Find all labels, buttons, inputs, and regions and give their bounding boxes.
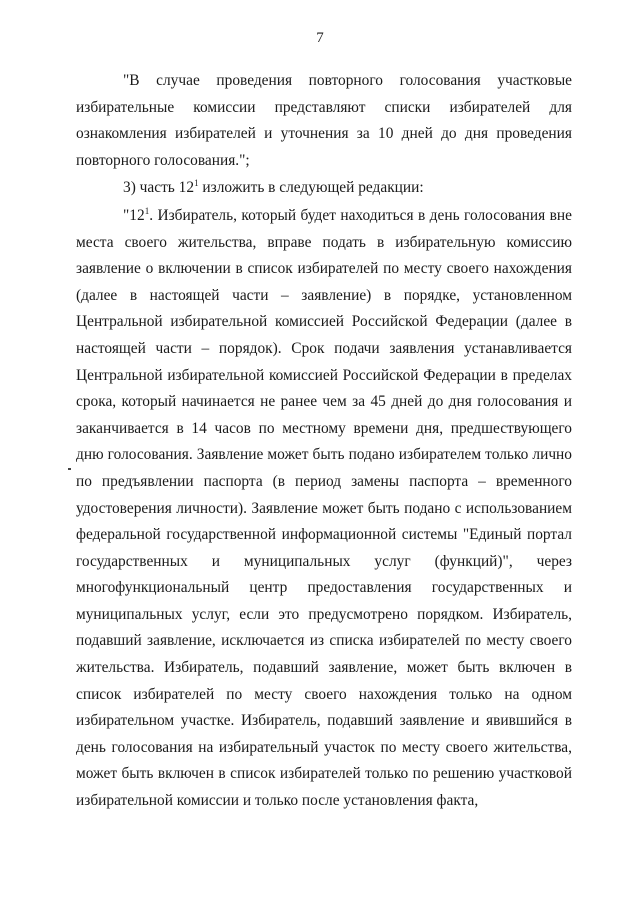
new-wording-superscript: 1 [144, 205, 150, 216]
page-number: 7 [316, 30, 324, 46]
paragraph-amendment-part [76, 175, 572, 202]
amendment-part-suffix: изложить в следующей редакции: [198, 179, 424, 197]
paragraph-quote-repeat-voting: "В случае проведения повторного голосования участковые избирательные комиссии представляют списки избирателей для ознакомления избирателей и уточнения за 10 дней до дня проведения повторного голосования."; [76, 72, 572, 169]
margin-mark [68, 468, 71, 470]
amendment-part-superscript: 1 [194, 178, 199, 189]
new-wording-body: . Избиратель, который будет находиться в день голосования вне места своего жительства, вправе подать в избирательную комиссию заявление о включении в список избирателей по месту своего нахождения (далее в настоящей части – заявление) в порядке, установленном Центральной избирательной комиссией Российской Федерации (далее в настоящей части – порядок). Срок подачи заявления устанавливается Центральной избирательной комиссией Российской Федерации в пределах срока, который начинается не ранее чем за 45 дней до дня голосования и заканчивается в 14 часов по местному времени дня, предшествующего дню голосования. Заявление может быть подано избирателем только лично по предъявлении паспорта (в период замены паспорта – временного удостоверения личности). Заявление может быть подано с использованием федеральной государственной информационной системы "Единый портал государственных и муниципальных услуг (функций)", через многофункциональный центр предоставления государственных и муниципальных услуг, если это предусмотрено порядком. Избиратель, подавший заявление, исключается из списка избирателей по месту своего жительства. Избиратель, подавший заявление, может быть включен в список избирателей по месту своего нахождения только на одном избирательном участке. Избиратель, подавший заявление и явившийся в день голосования на избирательный участок по месту своего жительства, может быть включен в список избирателей только по решению участковой избирательной комиссии и только после установления факта, [76, 206, 572, 810]
paragraph-new-wording [76, 203, 572, 815]
new-wording-prefix: "12 [123, 206, 145, 224]
amendment-part-prefix: 3) часть 12 [123, 179, 195, 197]
document-body [76, 68, 572, 815]
